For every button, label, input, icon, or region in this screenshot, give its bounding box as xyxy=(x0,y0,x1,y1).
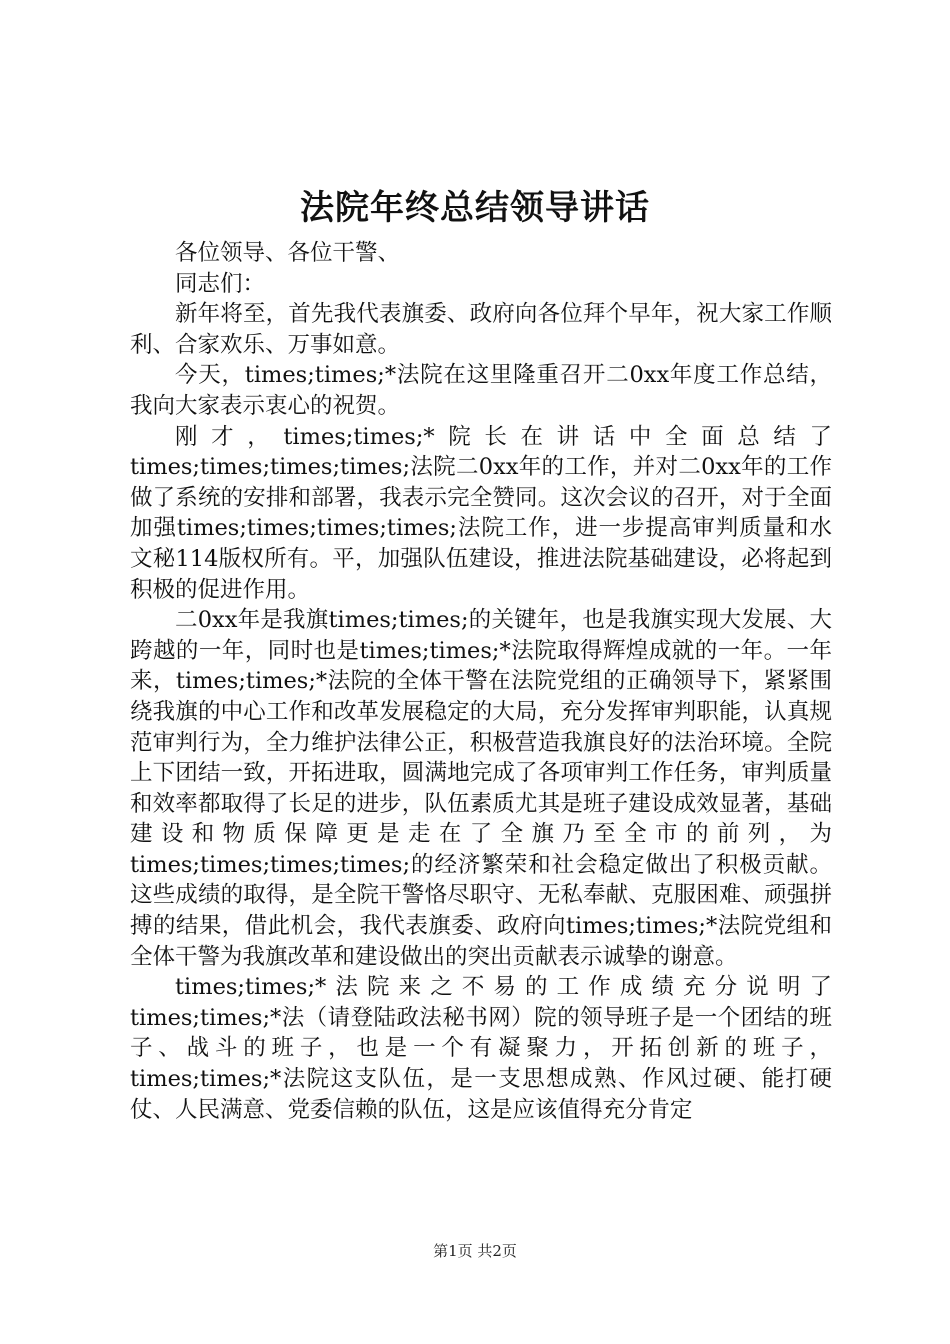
document-title: 法院年终总结领导讲话 xyxy=(300,188,650,228)
paragraph-meeting: 今天，times;times;*法院在这里隆重召开二0xx年度工作总结，我向大家表示衷心的祝贺。 xyxy=(130,362,832,419)
salutation-line-2: 同志们： xyxy=(175,270,266,297)
salutation-line-1: 各位领导、各位干警、 xyxy=(175,240,401,266)
paragraph-leadership: times;times;*法院来之不易的工作成绩充分说明了times;times;*法（请登陆政法秘书网）院的领导班子是一个团结的班子、战斗的班子，也是一个有凝聚力，开拓创新的班子，times;times;*法院这支队伍，是一支思想成熟、作风过硬、能打硬仗、人民满意、党委信赖的队伍，这是应该值得充分肯定 xyxy=(130,974,832,1123)
document-body xyxy=(130,238,832,1125)
paragraph-achievements: 二0xx年是我旗times;times;的关键年，也是我旗实现大发展、大跨越的一年，同时也是times;times;*法院取得辉煌成就的一年。一年来，times;times;*法院的全体干警在法院党组的正确领导下，紧紧围绕我旗的中心工作和改革发展稳定的大局，充分发挥审判职能，认真规范审判行为，全力维护法律公正，积极营造我旗良好的法治环境。全院上下团结一致，开拓进取，圆满地完成了各项审判工作任务，审判质量和效率都取得了长足的进步，队伍素质尤其是班子建设成效显著，基础建设和物质保障更是走在了全旗乃至全市的前列，为times;times;times;times;的经济繁荣和社会稳定做出了积极贡献。这些成绩的取得，是全院干警恪尽职守、无私奉献、克服困难、顽强拼搏的结果，借此机会，我代表旗委、政府向times;times;*法院党组和全体干警为我旗改革和建设做出的突出贡献表示诚挚的谢意。 xyxy=(130,607,832,970)
paragraph-president-speech: 刚才，times;times;*院长在讲话中全面总结了times;times;times;times;法院二0xx年的工作，并对二0xx年的工作做了系统的安排和部署，我表示完全赞同。这次会议的召开，对于全面加强times;times;times;times;法院工作，进一步提高审判质量和水文秘114版权所有。平，加强队伍建设，推进法院基础建设，必将起到积极的促进作用。 xyxy=(130,423,832,603)
page-number: 第1页 共2页 xyxy=(433,1242,517,1260)
paragraph-new-year: 新年将至，首先我代表旗委、政府向各位拜个早年，祝大家工作顺利、合家欢乐、万事如意。 xyxy=(130,301,832,358)
